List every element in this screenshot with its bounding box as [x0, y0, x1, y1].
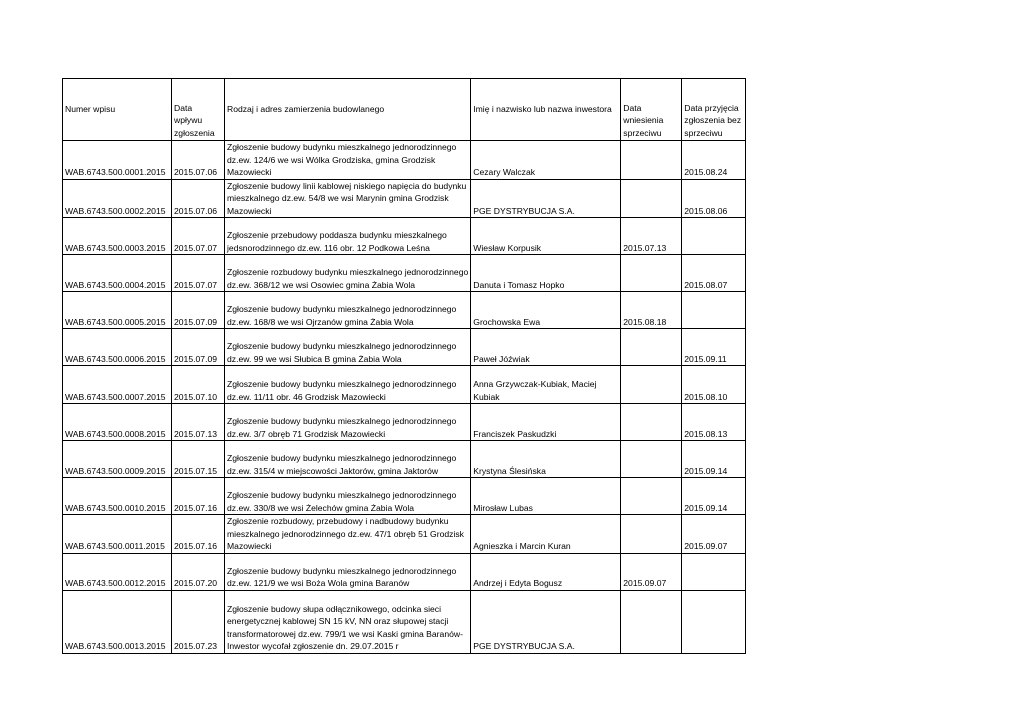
register-body — [63, 141, 746, 654]
cell-data-sprzeciwu — [621, 141, 682, 180]
cell-data-sprzeciwu: 2015.07.13 — [621, 218, 682, 255]
cell-line: Mirosław Lubas — [473, 502, 533, 513]
cell-inwestor — [471, 329, 621, 366]
cell-line: dz.ew. 315/4 w miejscowości Jaktorów, gmina Jaktorów — [227, 465, 439, 476]
cell-rodzaj-adres — [225, 590, 471, 653]
cell-inwestor — [471, 590, 621, 653]
table-row — [63, 404, 746, 441]
cell-line: PGE DYSTRYBUCJA S.A. — [473, 205, 575, 216]
cell-line: dz.ew. 121/9 we wsi Boża Wola gmina Baranów — [227, 578, 410, 588]
table-row — [63, 218, 746, 255]
cell-line: Zgłoszenie budowy budynku mieszkalnego jednorodzinnego — [227, 490, 457, 500]
cell-data-wplywu: 2015.07.16 — [172, 515, 225, 554]
cell-rodzaj-adres — [225, 478, 471, 515]
header-line: sprzeciwu — [684, 127, 723, 138]
header-data-sprzeciwu — [621, 79, 682, 141]
cell-line: Zgłoszenie budowy budynku mieszkalnego jednorodzinnego — [227, 379, 457, 389]
cell-numer-wpisu: WAB.6743.500.0005.2015 — [63, 292, 172, 329]
cell-line: Andrzej i Edyta Bogusz — [473, 578, 563, 588]
cell-rodzaj-adres — [225, 255, 471, 292]
cell-line: Zgłoszenie budowy budynku mieszkalnego jednorodzinnego — [227, 142, 457, 152]
cell-data-przyjecia: 2015.09.14 — [682, 441, 746, 478]
table-row — [63, 478, 746, 515]
cell-data-sprzeciwu — [621, 404, 682, 441]
cell-line: Zgłoszenie przebudowy poddasza budynku mieszkalnego — [227, 230, 447, 240]
cell-data-przyjecia: 2015.09.11 — [682, 329, 746, 366]
header-line: wniesienia — [623, 115, 664, 125]
cell-line: dz.ew. 3/7 obręb 71 Grodzisk Mazowiecki — [227, 428, 386, 439]
cell-numer-wpisu: WAB.6743.500.0008.2015 — [63, 404, 172, 441]
cell-line: Zgłoszenie rozbudowy, przebudowy i nadbudowy budynku — [227, 516, 449, 526]
table-row — [63, 590, 746, 653]
cell-numer-wpisu: WAB.6743.500.0006.2015 — [63, 329, 172, 366]
header-line: zgłoszenia bez — [684, 115, 742, 125]
cell-numer-wpisu: WAB.6743.500.0010.2015 — [63, 478, 172, 515]
cell-data-sprzeciwu — [621, 255, 682, 292]
header-data-wplywu — [172, 79, 225, 141]
cell-data-przyjecia: 2015.08.10 — [682, 366, 746, 404]
cell-data-przyjecia — [682, 553, 746, 590]
table-row — [63, 441, 746, 478]
table-row — [63, 329, 746, 366]
cell-data-sprzeciwu — [621, 478, 682, 515]
cell-inwestor — [471, 141, 621, 180]
cell-data-sprzeciwu — [621, 590, 682, 653]
cell-line: Zgłoszenie budowy budynku mieszkalnego jednorodzinnego — [227, 453, 457, 463]
cell-line: energetycznej kablowej SN 15 kV, NN oraz słupowej stacji — [227, 616, 449, 626]
cell-line: jedsnorodzinnego dz.ew. 116 obr. 12 Podkowa Leśna — [227, 242, 430, 253]
cell-data-sprzeciwu — [621, 515, 682, 554]
cell-data-sprzeciwu: 2015.09.07 — [621, 553, 682, 590]
cell-inwestor — [471, 404, 621, 441]
cell-numer-wpisu: WAB.6743.500.0007.2015 — [63, 366, 172, 404]
cell-data-sprzeciwu — [621, 441, 682, 478]
cell-line: Wiesław Korpusik — [473, 242, 542, 253]
cell-line: Zgłoszenie budowy linii kablowej niskiego napięcia do budynku — [227, 180, 467, 191]
header-rodzaj-label: Rodzaj i adres zamierzenia budowlanego — [227, 103, 385, 114]
cell-data-sprzeciwu — [621, 179, 682, 218]
table-row — [63, 366, 746, 404]
table-row — [63, 179, 746, 218]
cell-line: mieszkalnego dz.ew. 54/8 we wsi Marynin gmina Grodzisk — [227, 193, 449, 203]
table-row — [63, 553, 746, 590]
cell-line: Zgłoszenie budowy budynku mieszkalnego jednorodzinnego — [227, 304, 457, 314]
cell-rodzaj-adres — [225, 441, 471, 478]
header-line: sprzeciwu — [623, 127, 662, 138]
cell-line: Anna Grzywczak-Kubiak, Maciej — [473, 379, 597, 389]
header-numer — [63, 79, 172, 141]
cell-rodzaj-adres — [225, 366, 471, 404]
cell-line: Zgłoszenie budowy budynku mieszkalnego jednorodzinnego — [227, 416, 457, 426]
table-row — [63, 141, 746, 180]
cell-line: dz.ew. 330/8 we wsi Żelechów gmina Żabia Wola — [227, 502, 415, 513]
cell-data-wplywu: 2015.07.09 — [172, 329, 225, 366]
cell-line: mieszkalnego jednorodzinnego dz.ew. 47/1 obręb 51 Grodzisk — [227, 528, 464, 539]
cell-inwestor — [471, 478, 621, 515]
header-line: wpływu — [174, 115, 203, 125]
header-line: Data — [174, 102, 193, 113]
cell-data-przyjecia: 2015.09.14 — [682, 478, 746, 515]
cell-line: Cezary Walczak — [473, 167, 536, 177]
cell-line: Paweł Jóźwiak — [473, 353, 530, 364]
cell-data-wplywu: 2015.07.06 — [172, 141, 225, 180]
cell-line: Agnieszka i Marcin Kuran — [473, 541, 571, 551]
cell-line: Krystyna Ślesińska — [473, 465, 546, 476]
cell-data-sprzeciwu — [621, 329, 682, 366]
cell-line: Mazowiecki — [227, 167, 272, 177]
cell-inwestor — [471, 255, 621, 292]
cell-data-przyjecia: 2015.08.24 — [682, 141, 746, 180]
cell-line: Zgłoszenie budowy budynku mieszkalnego jednorodzinnego — [227, 341, 457, 351]
cell-inwestor — [471, 553, 621, 590]
cell-data-wplywu: 2015.07.16 — [172, 478, 225, 515]
cell-numer-wpisu: WAB.6743.500.0011.2015 — [63, 515, 172, 554]
cell-data-przyjecia: 2015.09.07 — [682, 515, 746, 554]
cell-line: dz.ew. 11/11 obr. 46 Grodzisk Mazowiecki — [227, 391, 386, 402]
cell-line: dz.ew. 99 we wsi Słubica B gmina Żabia Wola — [227, 353, 402, 364]
cell-data-przyjecia: 2015.08.13 — [682, 404, 746, 441]
cell-rodzaj-adres — [225, 218, 471, 255]
cell-rodzaj-adres — [225, 329, 471, 366]
cell-line: Zgłoszenie budowy słupa odłącznikowego, odcinka sieci — [227, 603, 442, 614]
cell-data-przyjecia: 2015.08.07 — [682, 255, 746, 292]
header-row — [63, 79, 746, 141]
cell-rodzaj-adres — [225, 141, 471, 180]
cell-data-sprzeciwu: 2015.08.18 — [621, 292, 682, 329]
cell-line: dz.ew. 124/6 we wsi Wólka Grodziska, gmina Grodzisk — [227, 154, 436, 165]
cell-data-wplywu: 2015.07.06 — [172, 179, 225, 218]
header-line: Data przyjęcia — [684, 102, 739, 113]
cell-data-przyjecia — [682, 218, 746, 255]
cell-inwestor — [471, 366, 621, 404]
cell-line: transformatorowej dz.ew. 799/1 we wsi Kaski gmina Baranów- — [227, 628, 463, 639]
cell-line: Franciszek Paskudzki — [473, 428, 557, 439]
cell-inwestor — [471, 441, 621, 478]
cell-line: Zgłoszenie budowy budynku mieszkalnego jednorodzinnego — [227, 565, 457, 576]
cell-line: Zgłoszenie rozbudowy budynku mieszkalnego jednorodzinnego — [227, 267, 469, 277]
cell-data-przyjecia — [682, 590, 746, 653]
table-row — [63, 292, 746, 329]
cell-numer-wpisu: WAB.6743.500.0001.2015 — [63, 141, 172, 180]
cell-line: Grochowska Ewa — [473, 316, 541, 327]
header-inwestor — [471, 79, 621, 141]
cell-data-wplywu: 2015.07.15 — [172, 441, 225, 478]
cell-line: dz.ew. 368/12 we wsi Osowiec gmina Żabia Wola — [227, 279, 416, 290]
cell-data-wplywu: 2015.07.20 — [172, 553, 225, 590]
cell-data-wplywu: 2015.07.23 — [172, 590, 225, 653]
cell-rodzaj-adres — [225, 292, 471, 329]
cell-data-wplywu: 2015.07.10 — [172, 366, 225, 404]
header-line: Data — [623, 102, 642, 113]
cell-line: dz.ew. 168/8 we wsi Ojrzanów gmina Żabia Wola — [227, 316, 414, 327]
cell-rodzaj-adres — [225, 404, 471, 441]
register-table — [62, 78, 746, 654]
cell-line: Danuta i Tomasz Hopko — [473, 279, 565, 290]
cell-numer-wpisu: WAB.6743.500.0002.2015 — [63, 179, 172, 218]
cell-rodzaj-adres — [225, 553, 471, 590]
header-inwestor-label: Imię i nazwisko lub nazwa inwestora — [473, 103, 612, 114]
header-rodzaj — [225, 79, 471, 141]
cell-line: Kubiak — [473, 391, 500, 402]
cell-data-wplywu: 2015.07.07 — [172, 255, 225, 292]
cell-inwestor — [471, 179, 621, 218]
table-row — [63, 255, 746, 292]
cell-inwestor — [471, 515, 621, 554]
cell-numer-wpisu: WAB.6743.500.0013.2015 — [63, 590, 172, 653]
cell-data-przyjecia — [682, 292, 746, 329]
cell-numer-wpisu: WAB.6743.500.0004.2015 — [63, 255, 172, 292]
cell-inwestor — [471, 292, 621, 329]
cell-line: Inwestor wycofał zgłoszenie dn. 29.07.2015 r — [227, 641, 399, 651]
cell-data-sprzeciwu — [621, 366, 682, 404]
cell-data-wplywu: 2015.07.13 — [172, 404, 225, 441]
table-row — [63, 515, 746, 554]
cell-line: PGE DYSTRYBUCJA S.A. — [473, 641, 575, 651]
cell-rodzaj-adres — [225, 179, 471, 218]
cell-numer-wpisu: WAB.6743.500.0009.2015 — [63, 441, 172, 478]
cell-line: Mazowiecki — [227, 205, 272, 216]
cell-data-wplywu: 2015.07.07 — [172, 218, 225, 255]
cell-data-przyjecia: 2015.08.06 — [682, 179, 746, 218]
cell-line: Mazowiecki — [227, 541, 272, 551]
cell-numer-wpisu: WAB.6743.500.0012.2015 — [63, 553, 172, 590]
cell-rodzaj-adres — [225, 515, 471, 554]
header-numer-label: Numer wpisu — [65, 103, 116, 114]
cell-numer-wpisu: WAB.6743.500.0003.2015 — [63, 218, 172, 255]
header-line: zgłoszenia — [174, 127, 215, 138]
cell-inwestor — [471, 218, 621, 255]
header-data-przyjecia — [682, 79, 746, 141]
cell-data-wplywu: 2015.07.09 — [172, 292, 225, 329]
